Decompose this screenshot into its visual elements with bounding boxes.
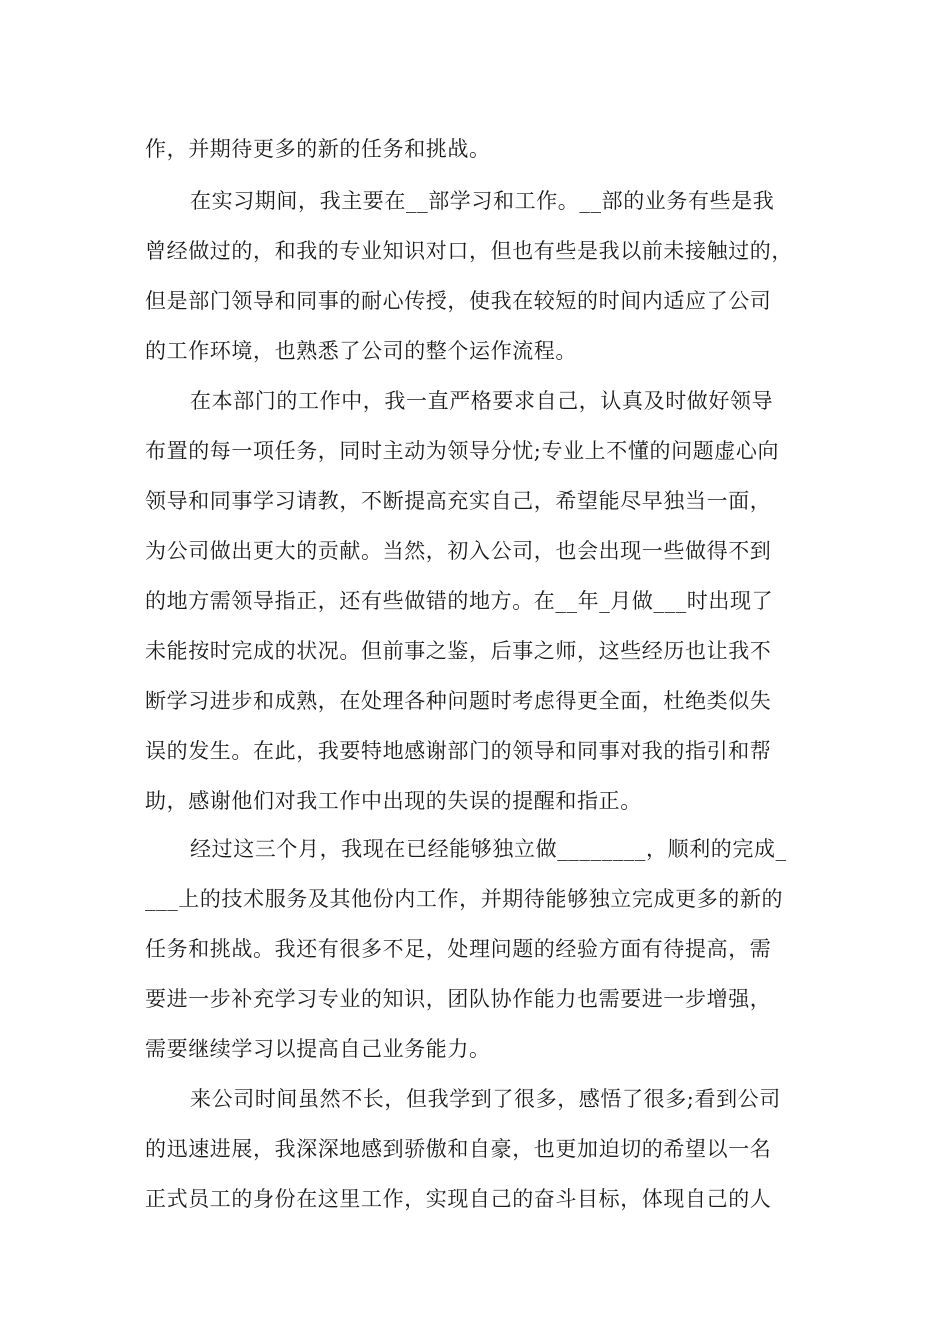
text-line: 任务和挑战。我还有很多不足，处理问题的经验方面有待提高，需 (145, 937, 772, 961)
text-line: 要进一步补充学习专业的知识，团队协作能力也需要进一步增强， (145, 987, 772, 1011)
text-line: 断学习进步和成熟，在处理各种问题时考虑得更全面，杜绝类似失 (145, 689, 772, 713)
text-line: ___上的技术服务及其他份内工作，并期待能够独立完成更多的新的 (145, 887, 784, 911)
text-line: 曾经做过的，和我的专业知识对口，但也有些是我以前未接触过的， (145, 239, 793, 263)
text-line: 助，感谢他们对我工作中出现的失误的提醒和指正。 (145, 789, 642, 813)
paragraph-first-line: 在本部门的工作中，我一直严格要求自己，认真及时做好领导 (190, 389, 774, 413)
paragraph-first-line: 来公司时间虽然不长，但我学到了很多，感悟了很多;看到公司 (190, 1087, 781, 1111)
text-line: 未能按时完成的状况。但前事之鉴，后事之师，这些经历也让我不 (145, 639, 772, 663)
text-line: 但是部门领导和同事的耐心传授，使我在较短的时间内适应了公司 (145, 289, 772, 313)
text-line: 的地方需领导指正，还有些做错的地方。在__年_月做___时出现了 (145, 589, 774, 613)
text-line: 作，并期待更多的新的任务和挑战。 (145, 137, 491, 161)
text-line: 误的发生。在此，我要特地感谢部门的领导和同事对我的指引和帮 (145, 739, 772, 763)
paragraph-first-line: 在实习期间，我主要在__部学习和工作。__部的业务有些是我 (190, 189, 775, 213)
text-line: 需要继续学习以提高自己业务能力。 (145, 1037, 491, 1061)
text-line: 为公司做出更大的贡献。当然，初入公司，也会出现一些做得不到 (145, 539, 772, 563)
paragraph-first-line: 经过这三个月，我现在已经能够独立做________，顺利的完成_ (190, 837, 787, 861)
text-line: 领导和同事学习请教，不断提高充实自己，希望能尽早独当一面， (145, 489, 772, 513)
text-line: 布置的每一项任务，同时主动为领导分忧;专业上不懂的问题虚心向 (145, 439, 780, 463)
text-line: 的工作环境，也熟悉了公司的整个运作流程。 (145, 339, 577, 363)
text-line: 正式员工的身份在这里工作，实现自己的奋斗目标，体现自己的人 (145, 1187, 772, 1211)
text-line: 的迅速进展，我深深地感到骄傲和自豪，也更加迫切的希望以一名 (145, 1137, 772, 1161)
